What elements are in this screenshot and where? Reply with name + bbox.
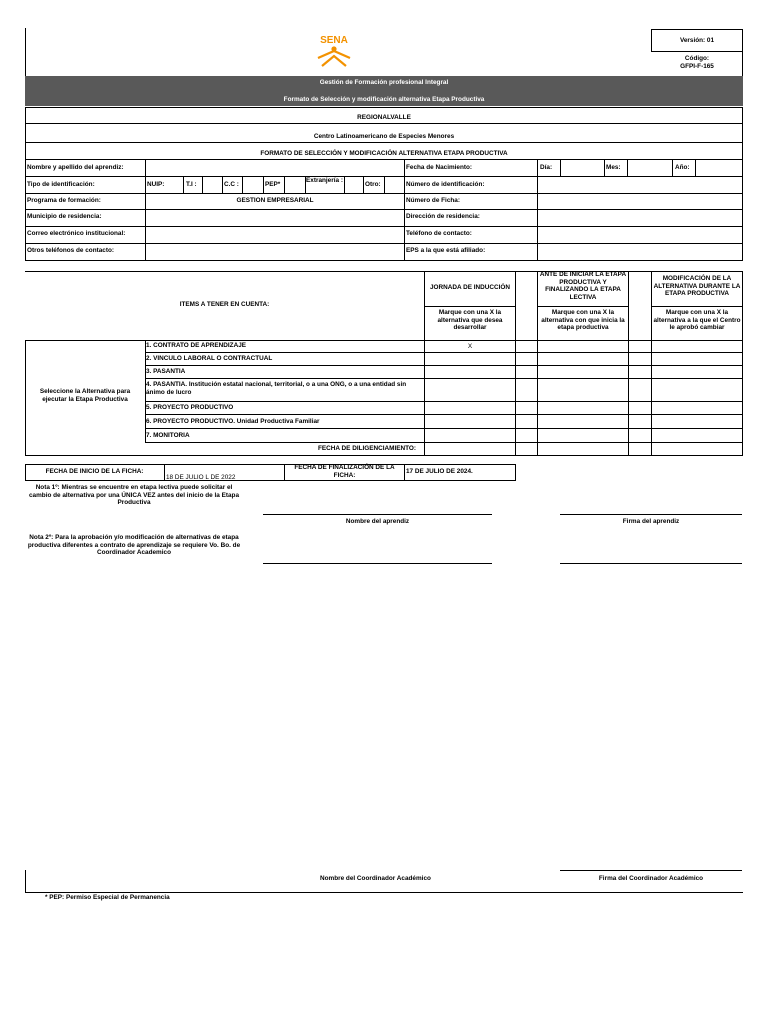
col-induction-header: JORNADA DE INDUCCIÓN xyxy=(429,284,510,291)
id-number-label: Número de identificación: xyxy=(406,181,485,188)
other-phones-field[interactable] xyxy=(146,244,404,260)
col-before-header: ANTE DE INICIAR LA ETAPA PRODUCTIVA Y FINALIZANDO LA ETAPA LECTIVA xyxy=(539,271,627,301)
id-type-label: Tipo de identificación: xyxy=(27,181,95,188)
diligence-label: FECHA DE DILIGENCIAMIENTO: xyxy=(318,445,416,452)
apprentice-sign-label: Firma del aprendiz xyxy=(622,518,680,525)
birth-label: Fecha de Nacimiento: xyxy=(406,164,473,171)
end-date-label: FECHA DE FINALIZACIÓN DE LA FICHA: xyxy=(294,464,395,479)
other-phones-label: Otros teléfonos de contacto: xyxy=(27,247,114,254)
title-line-2: Formato de Selección y modificación alternativa Etapa Productiva xyxy=(283,96,485,103)
month-label: Mes: xyxy=(606,164,621,171)
alternative-item-1: 1. CONTRATO DE APRENDIZAJE xyxy=(146,342,247,349)
alternative-item-4: 4. PASANTIA. Institución estatal nacional, territorial, o a una ONG, o a una entidad sin ánimo de lucro xyxy=(146,381,407,396)
start-date-label: FECHA DE INICIO DE LA FICHA: xyxy=(45,468,144,475)
day-label: Día: xyxy=(540,164,553,171)
pep-option: PEP* xyxy=(265,181,281,188)
year-field[interactable] xyxy=(696,160,742,176)
email-field[interactable] xyxy=(146,227,404,243)
apprentice-name-label: Nombre del aprendiz xyxy=(345,518,410,525)
cc-checkbox[interactable] xyxy=(243,177,263,193)
coordinator-name-label: Nombre del Coordinador Académico xyxy=(320,875,431,882)
alternative-item-7: 7. MONITORIA xyxy=(146,432,190,439)
municipality-field[interactable] xyxy=(146,210,404,226)
center-text: Centro Latinoamericano de Especies Menores xyxy=(313,133,455,140)
note-2: Nota 2º: Para la aprobación y/o modificación de alternativas de etapa productiva diferentes a contrato de aprendizaje se requiere Vo. Bo. de Coordinador Academico xyxy=(27,534,241,557)
items-header: ITEMS A TENER EN CUENTA: xyxy=(179,301,270,308)
form-title: FORMATO DE SELECCIÓN Y MODIFICACIÓN ALTERNATIVA ETAPA PRODUCTIVA xyxy=(260,150,508,157)
other-field[interactable] xyxy=(385,177,404,193)
select-alternative-label: Seleccione la Alternativa para ejecutar la Etapa Productiva xyxy=(39,388,131,403)
sena-logo-icon xyxy=(312,32,356,70)
address-field[interactable] xyxy=(538,210,742,226)
nuip-checkbox[interactable] xyxy=(166,177,183,193)
end-date-value: 17 DE JULIO DE 2024. xyxy=(406,468,473,475)
other-option: Otro: xyxy=(365,181,381,188)
alternative-item-5: 5. PROYECTO PRODUCTIVO xyxy=(146,404,234,411)
version-text: Versión: 01 xyxy=(679,37,715,44)
col-induction-sub: Marque con una X la alternativa que desea desarrollar xyxy=(437,309,503,332)
start-date-value: 18 DE JULIO L DE 2022 xyxy=(166,474,236,481)
ficha-label: Número de Ficha: xyxy=(406,197,460,204)
alternative-item-3: 3. PASANTIA xyxy=(146,368,186,375)
eps-field[interactable] xyxy=(538,244,742,260)
code-label: Código: xyxy=(684,55,710,62)
id-number-field[interactable] xyxy=(538,177,742,193)
title-line-1: Gestión de Formación profesional Integral xyxy=(319,79,449,86)
left-border-top xyxy=(25,28,26,76)
svg-text:SENA: SENA xyxy=(320,35,348,46)
regional-text: REGIONALVALLE xyxy=(357,114,411,121)
col-before-sub: Marque con una X la alternativa con que inicia la etapa productiva xyxy=(541,309,625,332)
alternative-item-1-mark[interactable]: X xyxy=(467,343,473,350)
foreign-option: Extranjería : xyxy=(306,177,343,184)
alternative-item-2: 2. VINCULO LABORAL O CONTRACTUAL xyxy=(146,355,273,362)
code-value: GFPI-F-165 xyxy=(680,63,714,70)
pep-footnote: * PEP: Permiso Especial de Permanencia xyxy=(45,894,170,901)
col-modify-header: MODIFICACIÓN DE LA ALTERNATIVA DURANTE LA ETAPA PRODUCTIVA xyxy=(653,275,741,298)
eps-label: EPS a la que está afiliado: xyxy=(406,247,486,254)
municipality-label: Municipio de residencia: xyxy=(27,213,102,220)
pep-checkbox[interactable] xyxy=(285,177,305,193)
year-label: Año: xyxy=(675,164,690,171)
name-field[interactable] xyxy=(146,160,404,176)
phone-field[interactable] xyxy=(538,227,742,243)
program-label: Programa de formación: xyxy=(27,197,101,204)
ti-checkbox[interactable] xyxy=(203,177,222,193)
program-value: GESTION EMPRESARIAL xyxy=(236,197,314,204)
diligence-field[interactable] xyxy=(425,443,515,455)
email-label: Correo electrónico institucional: xyxy=(27,230,126,237)
phone-label: Teléfono de contacto: xyxy=(406,230,472,237)
name-label: Nombre y apellido del aprendiz: xyxy=(27,164,124,171)
foreign-checkbox[interactable] xyxy=(345,177,363,193)
cc-option: C.C : xyxy=(224,181,239,188)
nuip-option: NUIP: xyxy=(147,181,165,188)
note-1: Nota 1º: Mientras se encuentre en etapa lectiva puede solicitar el cambio de alternativa por una ÚNICA VEZ antes del inicio de la Etapa Productiva xyxy=(29,484,239,507)
ficha-field[interactable] xyxy=(538,194,742,209)
alternative-item-6: 6. PROYECTO PRODUCTIVO. Unidad Productiva Familiar xyxy=(146,418,320,425)
day-field[interactable] xyxy=(561,160,604,176)
month-field[interactable] xyxy=(628,160,672,176)
coordinator-sign-label: Firma del Coordinador Académico xyxy=(598,875,704,882)
col-modify-sub: Marque con una X la alternativa a la que el Centro le aprobó cambiar xyxy=(653,309,741,332)
ti-option: T.I : xyxy=(186,181,197,188)
address-label: Dirección de residencia: xyxy=(406,213,480,220)
